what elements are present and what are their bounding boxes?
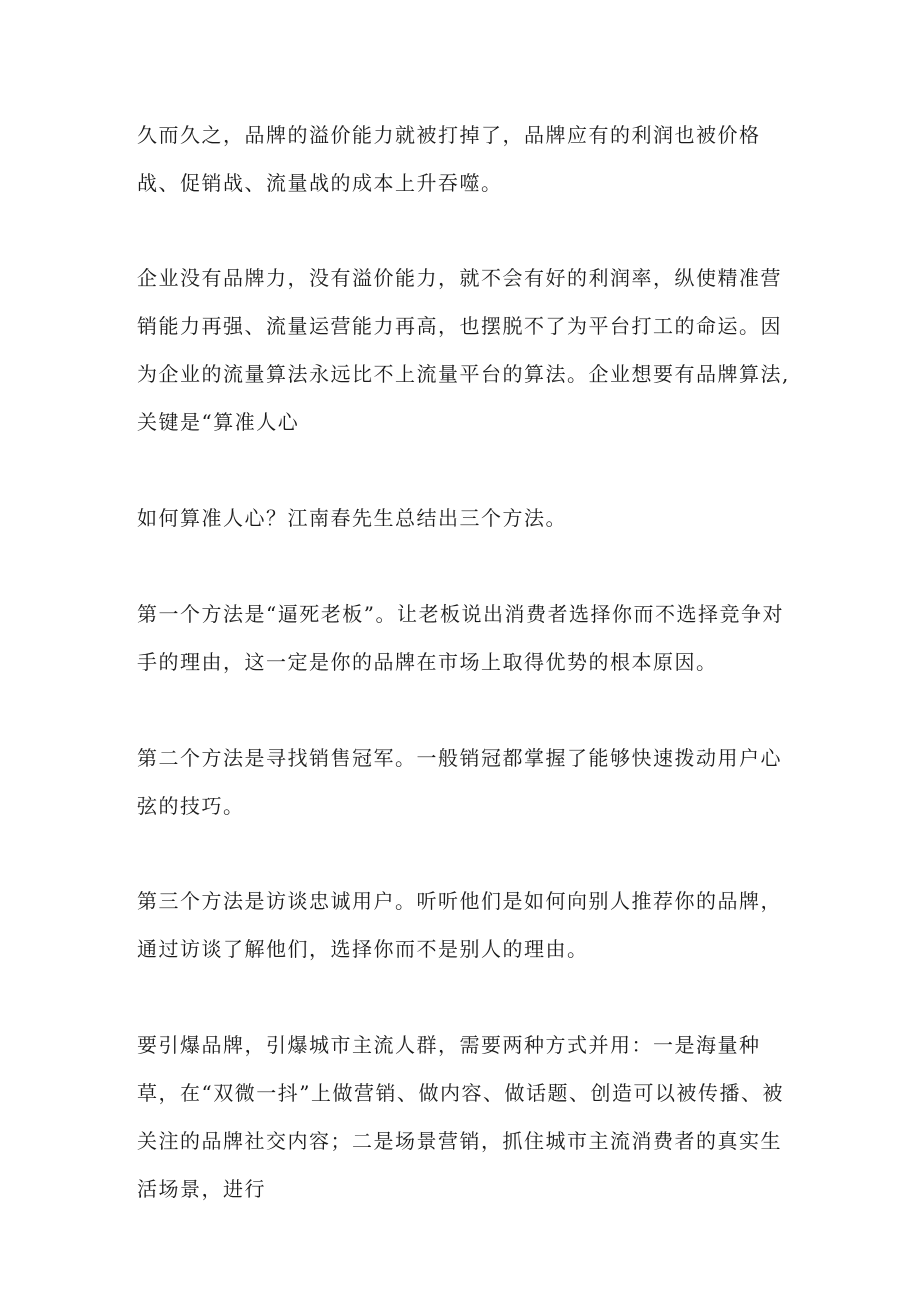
paragraph-3: 如何算准人心？江南春先生总结出三个方法。 — [137, 506, 567, 530]
paragraph-5: 第二个方法是寻找销售冠军。一般销冠都掌握了能够快速拨动用户心弦的技巧。 — [137, 746, 782, 818]
paragraph-7: 要引爆品牌，引爆城市主流人群，需要两种方式并用：一是海量种草，在“双微一抖”上做营销、做内容、做话题、创造可以被传播、被关注的品牌社交内容；二是场景营销，抓住城市主流消费者的真实生活场景，进行 — [137, 1033, 784, 1201]
paragraph-1: 久而久之，品牌的溢价能力就被打掉了，品牌应有的利润也被价格战、促销战、流量战的成本上升吞噬。 — [137, 123, 761, 195]
paragraph-2: 企业没有品牌力，没有溢价能力，就不会有好的利润率，纵使精准营销能力再强、流量运营能力再高，也摆脱不了为平台打工的命运。因为企业的流量算法永远比不上流量平台的算法。企业想要有品牌算法,关键是“算准人心 — [137, 266, 790, 434]
paragraph-4: 第一个方法是“逼死老板”。让老板说出消费者选择你而不选择竞争对手的理由，这一定是你的品牌在市场上取得优势的根本原因。 — [137, 602, 784, 674]
paragraph-6: 第三个方法是访谈忠诚用户。听听他们是如何向别人推荐你的品牌，通过访谈了解他们，选择你而不是别人的理由。 — [137, 889, 782, 961]
